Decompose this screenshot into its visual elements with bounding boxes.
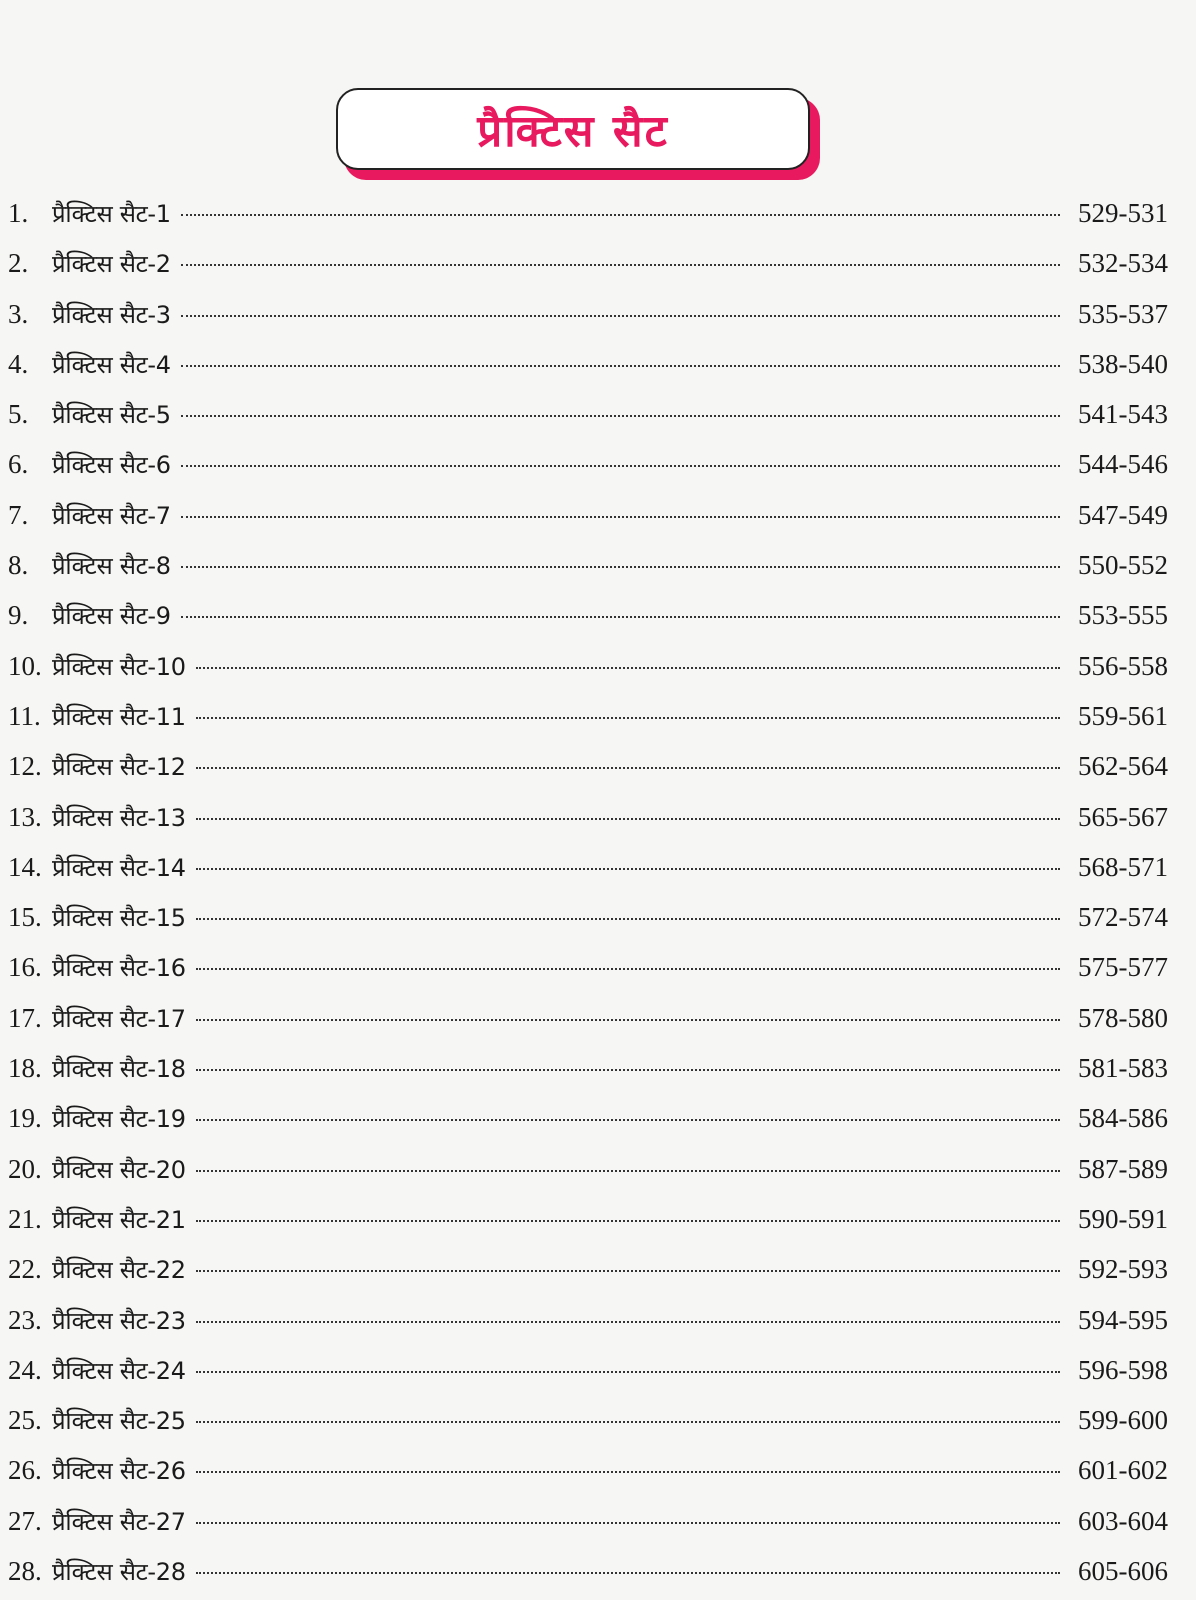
toc-entry-page-range: 550-552 bbox=[1078, 550, 1168, 581]
toc-dot-leader bbox=[181, 516, 1060, 518]
toc-entry-page-range: 556-558 bbox=[1078, 650, 1168, 681]
toc-entry bbox=[8, 1345, 1168, 1395]
toc-entry-title: प्रैक्टिस सैट-14 bbox=[52, 853, 186, 882]
toc-entry bbox=[8, 1043, 1168, 1093]
toc-entry-page-range: 590-591 bbox=[1078, 1203, 1168, 1234]
toc-entry-page-range: 601-602 bbox=[1078, 1455, 1168, 1486]
toc-entry-page-range: 568-571 bbox=[1078, 851, 1168, 882]
toc-dot-leader bbox=[196, 1119, 1060, 1121]
toc-entry-page-range: 541-543 bbox=[1078, 399, 1168, 430]
toc-entry-title: प्रैक्टिस सैट-3 bbox=[52, 300, 171, 329]
toc-entry-title: प्रैक्टिस सैट-10 bbox=[52, 652, 186, 681]
toc-entry bbox=[8, 842, 1168, 892]
toc-entry-number: 28. bbox=[8, 1556, 42, 1587]
toc-entry bbox=[8, 641, 1168, 691]
toc-entry-page-range: 572-574 bbox=[1078, 902, 1168, 933]
toc-dot-leader bbox=[181, 365, 1060, 367]
toc-entry-number: 13. bbox=[8, 801, 42, 832]
toc-dot-leader bbox=[181, 616, 1060, 618]
toc-entry-title: प्रैक्टिस सैट-2 bbox=[52, 250, 171, 279]
toc-entry-title: प्रैक्टिस सैट-24 bbox=[52, 1356, 186, 1385]
toc-entry-page-range: 594-595 bbox=[1078, 1304, 1168, 1335]
toc-entry-number: 21. bbox=[8, 1203, 42, 1234]
toc-entry bbox=[8, 389, 1168, 439]
toc-entry-page-range: 532-534 bbox=[1078, 248, 1168, 279]
toc-entry-page-range: 544-546 bbox=[1078, 449, 1168, 480]
toc-entry bbox=[8, 1496, 1168, 1546]
toc-dot-leader bbox=[196, 1321, 1060, 1323]
toc-entry-number: 19. bbox=[8, 1103, 42, 1134]
toc-entry bbox=[8, 1395, 1168, 1445]
toc-entry-page-range: 575-577 bbox=[1078, 952, 1168, 983]
toc-entry-number: 1. bbox=[8, 198, 29, 228]
toc-dot-leader bbox=[181, 214, 1060, 216]
toc-dot-leader bbox=[196, 918, 1060, 920]
toc-entry-number: 9. bbox=[8, 600, 29, 631]
toc-entry-page-range: 562-564 bbox=[1078, 751, 1168, 782]
toc-dot-leader bbox=[196, 667, 1060, 669]
toc-entry bbox=[8, 942, 1168, 992]
toc-entry bbox=[8, 339, 1168, 389]
toc-entry-page-range: 581-583 bbox=[1078, 1053, 1168, 1084]
toc-entry bbox=[8, 490, 1168, 540]
toc-entry-title: प्रैक्टिस सैट-16 bbox=[52, 954, 186, 983]
toc-entry-title: प्रैक्टिस सैट-19 bbox=[52, 1105, 186, 1134]
toc-entry-number: 25. bbox=[8, 1405, 42, 1436]
toc-entry-page-range: 596-598 bbox=[1078, 1354, 1168, 1385]
toc-entry-title: प्रैक्टिस सैट-5 bbox=[52, 401, 171, 430]
toc-entry bbox=[8, 792, 1168, 842]
toc-entry-title: प्रैक्टिस सैट-13 bbox=[52, 803, 186, 832]
toc-entry-title: प्रैक्टिस सैट-6 bbox=[52, 451, 171, 480]
toc-entry-number: 24. bbox=[8, 1354, 42, 1385]
toc-entry-title: प्रैक्टिस सैट-26 bbox=[52, 1457, 186, 1486]
toc-entry-title: प्रैक्टिस सैट-7 bbox=[52, 501, 171, 530]
toc-dot-leader bbox=[181, 315, 1060, 317]
toc-entry-number: 17. bbox=[8, 1002, 42, 1033]
toc-entry-number: 26. bbox=[8, 1455, 42, 1486]
toc-entry-number: 11. bbox=[8, 700, 41, 731]
toc-entry bbox=[8, 1445, 1168, 1495]
toc-dot-leader bbox=[196, 968, 1060, 970]
toc-entry bbox=[8, 741, 1168, 791]
toc-entry bbox=[8, 590, 1168, 640]
toc-entry-number: 6. bbox=[8, 449, 29, 480]
toc-entry-title: प्रैक्टिस सैट-28 bbox=[52, 1558, 186, 1587]
toc-entry-number: 10. bbox=[8, 650, 42, 681]
toc-entry-page-range: 603-604 bbox=[1078, 1505, 1168, 1536]
toc-entry-title: प्रैक्टिस सैट-17 bbox=[52, 1004, 186, 1033]
toc-entry bbox=[8, 1093, 1168, 1143]
page-title: प्रैक्टिस सैट bbox=[477, 106, 669, 157]
toc-dot-leader bbox=[196, 1471, 1060, 1473]
toc-dot-leader bbox=[181, 264, 1060, 266]
toc-entry-title: प्रैक्टिस सैट-18 bbox=[52, 1055, 186, 1084]
toc-entry bbox=[8, 289, 1168, 339]
toc-entry bbox=[8, 1546, 1168, 1596]
toc-entry bbox=[8, 540, 1168, 590]
toc-entry-page-range: 535-537 bbox=[1078, 298, 1168, 329]
toc-entry-number: 8. bbox=[8, 550, 29, 581]
toc-entry-title: प्रैक्टिस सैट-11 bbox=[52, 702, 186, 731]
toc-entry bbox=[8, 1244, 1168, 1294]
toc-entry-number: 20. bbox=[8, 1153, 42, 1184]
toc-entry bbox=[8, 1194, 1168, 1244]
toc-entry-title: प्रैक्टिस सैट-15 bbox=[52, 904, 186, 933]
toc-entry bbox=[8, 1144, 1168, 1194]
toc-entry-page-range: 599-600 bbox=[1078, 1405, 1168, 1436]
toc-entry bbox=[8, 1295, 1168, 1345]
heading-banner-box bbox=[336, 88, 810, 170]
toc-dot-leader bbox=[196, 868, 1060, 870]
toc-dot-leader bbox=[181, 465, 1060, 467]
toc-dot-leader bbox=[196, 818, 1060, 820]
toc-entry-number: 18. bbox=[8, 1053, 42, 1084]
toc-entry-number: 14. bbox=[8, 851, 42, 882]
toc-entry-page-range: 584-586 bbox=[1078, 1103, 1168, 1134]
toc-entry-title: प्रैक्टिस सैट-20 bbox=[52, 1155, 186, 1184]
toc-dot-leader bbox=[196, 1270, 1060, 1272]
toc-entry-number: 4. bbox=[8, 348, 29, 379]
toc-entry-title: प्रैक्टिस सैट-12 bbox=[52, 753, 186, 782]
toc-dot-leader bbox=[196, 1572, 1060, 1574]
toc-entry-number: 15. bbox=[8, 902, 42, 933]
toc-entry-page-range: 553-555 bbox=[1078, 600, 1168, 631]
toc-entry-page-range: 605-606 bbox=[1078, 1556, 1168, 1587]
toc-entry-number: 27. bbox=[8, 1505, 42, 1536]
toc-entry-title: प्रैक्टिस सैट-8 bbox=[52, 552, 171, 581]
toc-dot-leader bbox=[181, 415, 1060, 417]
toc-entry bbox=[8, 691, 1168, 741]
toc-entry-title: प्रैक्टिस सैट-1 bbox=[52, 200, 171, 228]
toc-entry-number: 5. bbox=[8, 399, 29, 430]
toc-entry-title: प्रैक्टिस सैट-4 bbox=[52, 350, 171, 379]
toc-entry-number: 23. bbox=[8, 1304, 42, 1335]
toc-entry bbox=[8, 188, 1168, 238]
toc-dot-leader bbox=[196, 1371, 1060, 1373]
heading-banner bbox=[336, 88, 822, 180]
toc-dot-leader bbox=[196, 1170, 1060, 1172]
toc-entry-title: प्रैक्टिस सैट-25 bbox=[52, 1407, 186, 1436]
toc-entry-page-range: 592-593 bbox=[1078, 1254, 1168, 1285]
toc-dot-leader bbox=[196, 1522, 1060, 1524]
toc-entry bbox=[8, 993, 1168, 1043]
toc-entry-title: प्रैक्टिस सैट-27 bbox=[52, 1507, 186, 1536]
toc-dot-leader bbox=[196, 1069, 1060, 1071]
toc-entry-title: प्रैक्टिस सैट-9 bbox=[52, 602, 171, 631]
toc-dot-leader bbox=[196, 1220, 1060, 1222]
toc-entry-number: 7. bbox=[8, 499, 29, 530]
toc-dot-leader bbox=[181, 566, 1060, 568]
toc-entry bbox=[8, 439, 1168, 489]
toc-entry-page-range: 547-549 bbox=[1078, 499, 1168, 530]
toc-entry-page-range: 565-567 bbox=[1078, 801, 1168, 832]
toc-entry-title: प्रैक्टिस सैट-23 bbox=[52, 1306, 186, 1335]
toc-entry-title: प्रैक्टिस सैट-21 bbox=[52, 1205, 186, 1234]
toc-entry-number: 3. bbox=[8, 298, 29, 329]
toc-entry-page-range: 559-561 bbox=[1078, 700, 1168, 731]
toc-entry-number: 2. bbox=[8, 248, 29, 279]
toc-entry-page-range: 578-580 bbox=[1078, 1002, 1168, 1033]
toc-entry-number: 12. bbox=[8, 751, 42, 782]
toc-entry-number: 16. bbox=[8, 952, 42, 983]
toc-dot-leader bbox=[196, 1421, 1060, 1423]
toc-dot-leader bbox=[196, 1019, 1060, 1021]
toc-entry bbox=[8, 238, 1168, 288]
toc-dot-leader bbox=[196, 767, 1060, 769]
toc-entry-page-range: 529-531 bbox=[1078, 198, 1168, 228]
toc-entry-title: प्रैक्टिस सैट-22 bbox=[52, 1256, 186, 1285]
toc-dot-leader bbox=[196, 717, 1060, 719]
table-of-contents bbox=[8, 188, 1168, 1596]
toc-entry-page-range: 587-589 bbox=[1078, 1153, 1168, 1184]
toc-entry-page-range: 538-540 bbox=[1078, 348, 1168, 379]
toc-entry-number: 22. bbox=[8, 1254, 42, 1285]
toc-entry bbox=[8, 892, 1168, 942]
